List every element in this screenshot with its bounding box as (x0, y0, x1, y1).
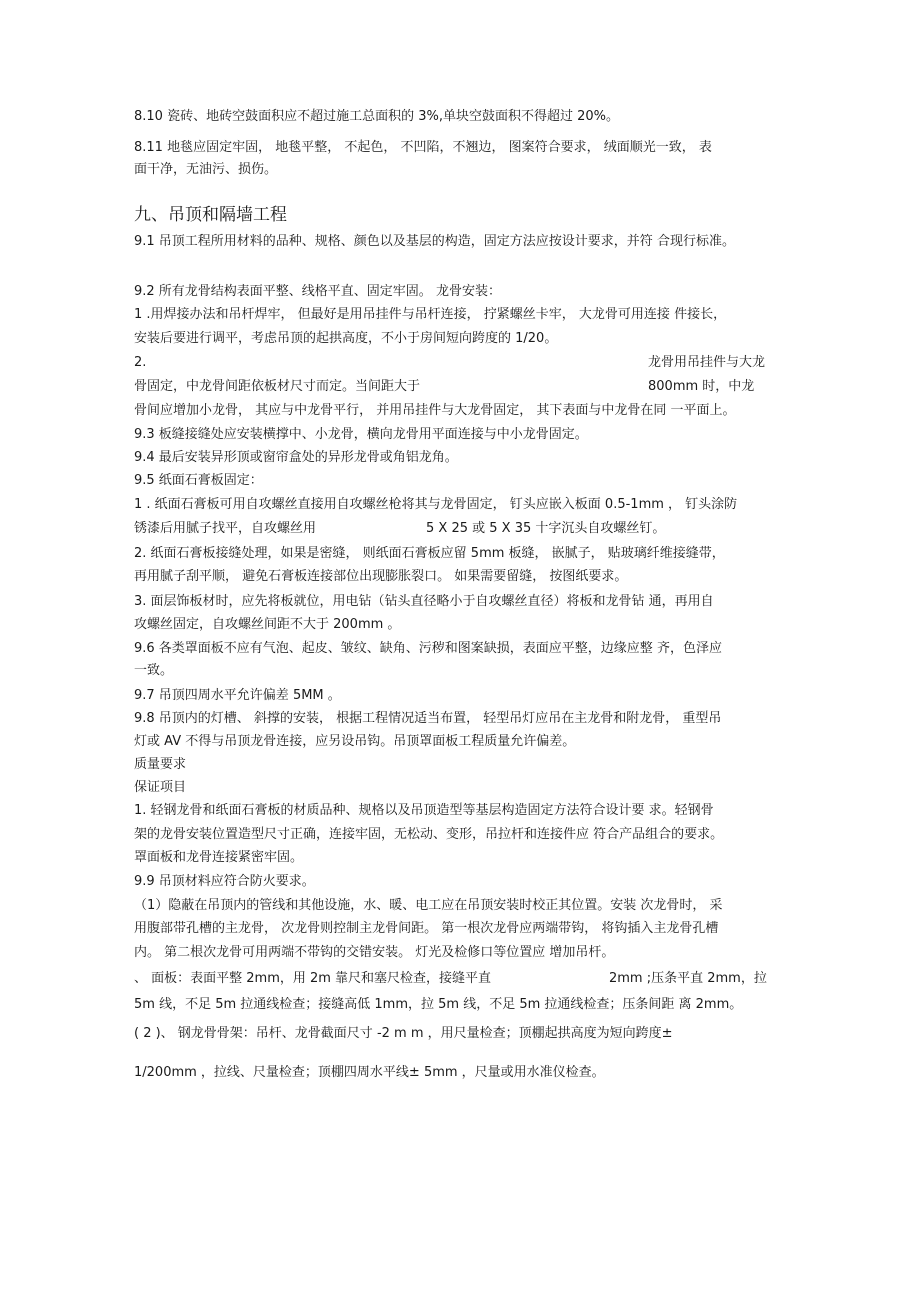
text-line: 再用腻子刮平顺， 避免石膏板连接部位出现膨胀裂口。 如果需要留缝， 按图纸要求。 (134, 569, 628, 584)
text-line: 攻螺丝固定，自攻螺丝间距不大于 200mm 。 (134, 617, 401, 632)
text-line: 罩面板和龙骨连接紧密牢固。 (134, 850, 304, 865)
text-segment: 、 面板：表面平整 2mm，用 2m 靠尺和塞尺检查，接缝平直 (134, 971, 492, 986)
text-line: 5m 线，不足 5m 拉通线检查；接缝高低 1mm，拉 5m 线，不足 5m 拉通线检查；压条间距 离 2mm。 (134, 997, 743, 1012)
text-line: 骨间应增加小龙骨， 其应与中龙骨平行， 并用吊挂件与大龙骨固定， 其下表面与中龙骨在同 一平面上。 (134, 403, 736, 418)
text-line: 安装后要进行调平，考虑吊顶的起拱高度，不小于房间短向跨度的 1/20。 (134, 331, 558, 346)
section-heading: 九、吊顶和隔墙工程 (134, 205, 287, 225)
text-line: （1）隐蔽在吊顶内的管线和其他设施，水、暖、电工应在吊顶安装时校正其位置。安装 次龙骨时， 采 (134, 898, 723, 913)
text-line: 用腹部带孔槽的主龙骨， 次龙骨则控制主龙骨间距。 第一根次龙骨应两端带钩， 将钩插入主龙骨孔槽 (134, 921, 719, 936)
text-line: 3. 面层饰板材时，应先将板就位，用电钻（钻头直径略小于自攻螺丝直径）将板和龙骨钻 通，再用自 (134, 594, 714, 609)
text-line: 9.7 吊顶四周水平允许偏差 5MM 。 (134, 688, 341, 703)
text-line: 一致。 (134, 663, 174, 678)
text-line: 1. 轻钢龙骨和纸面石膏板的材质品种、规格以及吊顶造型等基层构造固定方法符合设计要 求。轻钢骨 (134, 803, 714, 818)
text-line: ( 2 )、 钢龙骨骨架：吊杆、龙骨截面尺寸 -2 m m ，用尺量检查；顶棚起拱高度为短向跨度± (134, 1026, 673, 1041)
text-segment: 5 X 25 或 5 X 35 十字沉头自攻螺丝钉。 (426, 521, 666, 536)
text-segment: 800mm 时，中龙 (648, 379, 755, 394)
text-line: 9.2 所有龙骨结构表面平整、线格平直、固定牢固。 龙骨安装： (134, 284, 501, 299)
text-line: 8.11 地毯应固定牢固， 地毯平整， 不起色， 不凹陷，不翘边， 图案符合要求， 绒面顺光一致， 表 (134, 140, 712, 155)
text-line: 8.10 瓷砖、地砖空鼓面积应不超过施工总面积的 3%,单块空鼓面积不得超过 20%。 (134, 109, 619, 124)
text-segment: 龙骨用吊挂件与大龙 (648, 355, 766, 370)
text-line: 9.6 各类罩面板不应有气泡、起皮、皱纹、缺角、污秽和图案缺损，表面应平整，边缘应整 齐，色泽应 (134, 641, 722, 656)
text-line: 9.1 吊顶工程所用材料的品种、规格、颜色以及基层的构造，固定方法应按设计要求，并符 合现行标准。 (134, 234, 735, 249)
text-segment: 骨固定，中龙骨间距依板材尺寸而定。当间距大于 (134, 379, 421, 394)
text-segment: 2mm ;压条平直 2mm，拉 (609, 971, 767, 986)
text-line: 1/200mm ，拉线、尺量检查；顶棚四周水平线± 5mm ，尺量或用水准仪检查。 (134, 1065, 605, 1080)
text-line: 1 .用焊接办法和吊杆焊牢， 但最好是用吊挂件与吊杆连接， 拧紧螺丝卡牢， 大龙骨可用连接 件接长， (134, 307, 727, 322)
text-line: 2. 纸面石膏板接缝处理，如果是密缝， 则纸面石膏板应留 5mm 板缝， 嵌腻子， 贴玻璃纤维接缝带， (134, 546, 725, 561)
text-line: 内。 第二根次龙骨可用两端不带钩的交错安装。 灯光及检修口等位置应 增加吊杆。 (134, 945, 615, 960)
text-segment: 2. (134, 355, 147, 370)
text-line: 9.5 纸面石膏板固定： (134, 473, 263, 488)
text-segment: 锈漆后用腻子找平，自攻螺丝用 (134, 521, 317, 536)
text-line: 9.8 吊顶内的灯槽、 斜撑的安装， 根据工程情况适当布置， 轻型吊灯应吊在主龙骨和附龙骨， 重型吊 (134, 711, 722, 726)
text-line: 9.9 吊顶材料应符合防火要求。 (134, 874, 315, 889)
text-line: 保证项目 (134, 780, 187, 795)
text-line: 9.3 板缝接缝处应安装横撑中、小龙骨，横向龙骨用平面连接与中小龙骨固定。 (134, 427, 588, 442)
text-line: 9.4 最后安装异形顶或窗帘盒处的异形龙骨或角铝龙角。 (134, 450, 458, 465)
text-line: 架的龙骨安装位置造型尺寸正确，连接牢固，无松动、变形，吊拉杆和连接件应 符合产品组合的要求。 (134, 827, 724, 842)
text-line: 质量要求 (134, 757, 187, 772)
text-line: 灯或 AV 不得与吊顶龙骨连接，应另设吊钩。吊顶罩面板工程质量允许偏差。 (134, 734, 576, 749)
text-line: 1 . 纸面石膏板可用自攻螺丝直接用自攻螺丝枪将其与龙骨固定， 钉头应嵌入板面 0.5-1mm ， 钉头涂防 (134, 497, 738, 512)
text-line: 面干净，无油污、损伤。 (134, 162, 278, 177)
